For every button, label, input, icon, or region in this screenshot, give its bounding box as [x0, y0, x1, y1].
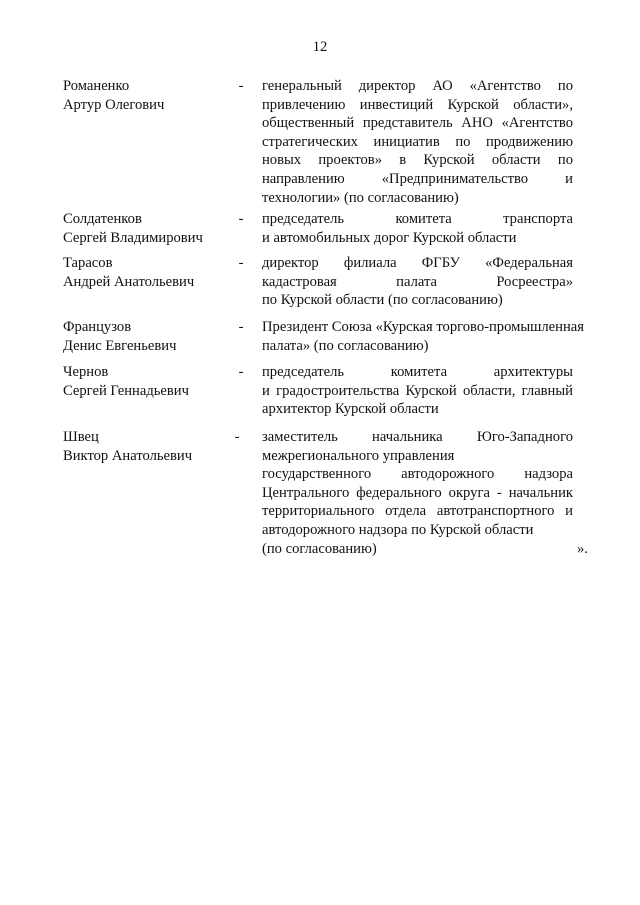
closing-quote: ».: [577, 540, 588, 557]
position-line: межрегионального управления: [262, 447, 455, 464]
separator-dash: -: [238, 255, 244, 271]
member-surname: Тарасов: [63, 255, 113, 271]
member-surname: Чернов: [63, 364, 109, 380]
position-line: Центрального федерального округа - начальник: [262, 484, 573, 501]
member-name: [63, 428, 233, 465]
member-name: [63, 210, 233, 247]
separator-dash: -: [238, 319, 244, 335]
position-line: Президент Союза «Курская торгово-промышленная: [262, 319, 584, 335]
position-line: направлению «Предпринимательство и: [262, 170, 573, 187]
separator-dash: -: [234, 429, 240, 445]
member-name: [63, 254, 233, 291]
position-line: территориального отдела автотранспортного и: [262, 503, 573, 520]
position-line: привлечению инвестиций Курской области»,: [262, 96, 573, 113]
position-line: (по согласованию): [262, 540, 377, 557]
member-given-names: Андрей Анатольевич: [63, 273, 195, 290]
position-line: заместитель начальника Юго-Западного: [262, 429, 573, 445]
position-line: технологии» (по согласованию): [262, 189, 459, 206]
member-given-names: Виктор Анатольевич: [63, 447, 193, 464]
position-line: по Курской области (по согласованию): [262, 292, 503, 309]
position-line: председатель комитета архитектуры: [262, 364, 573, 380]
member-surname: Солдатенков: [63, 211, 142, 227]
member-given-names: Артур Олегович: [63, 96, 165, 113]
position-line: автодорожного надзора по Курской области: [262, 521, 534, 538]
position-line: кадастровая палата Росреестра»: [262, 273, 573, 290]
position-line: и автомобильных дорог Курской области: [262, 229, 517, 246]
member-given-names: Денис Евгеньевич: [63, 337, 177, 354]
member-position: [262, 210, 573, 247]
position-line: председатель комитета транспорта: [262, 211, 573, 227]
member-surname: Швец: [63, 429, 99, 445]
member-position: [262, 77, 573, 207]
member-name: [63, 363, 233, 400]
member-name: [63, 77, 233, 114]
member-given-names: Сергей Владимирович: [63, 229, 203, 246]
member-position: [262, 428, 573, 558]
page-number: 12: [312, 39, 328, 55]
position-line: и градостроительства Курской области, главный: [262, 382, 573, 399]
position-line: директор филиала ФГБУ «Федеральная: [262, 255, 573, 271]
position-line: генеральный директор АО «Агентство по: [262, 78, 573, 94]
position-line: новых проектов» в Курской области по: [262, 152, 573, 169]
member-name: [63, 318, 233, 355]
member-surname: Французов: [63, 319, 132, 335]
position-line: палата» (по согласованию): [262, 337, 429, 354]
member-position: [262, 318, 584, 355]
member-position: [262, 254, 573, 310]
position-line: архитектор Курской области: [262, 401, 439, 418]
separator-dash: -: [238, 364, 244, 380]
position-line: государственного автодорожного надзора: [262, 466, 573, 483]
position-line: общественный представитель АНО «Агентство: [262, 115, 573, 132]
position-line: стратегических инициатив по продвижению: [262, 133, 573, 150]
member-given-names: Сергей Геннадьевич: [63, 382, 189, 399]
member-position: [262, 363, 573, 419]
separator-dash: -: [238, 78, 244, 94]
member-surname: Романенко: [63, 78, 130, 94]
separator-dash: -: [238, 211, 244, 227]
